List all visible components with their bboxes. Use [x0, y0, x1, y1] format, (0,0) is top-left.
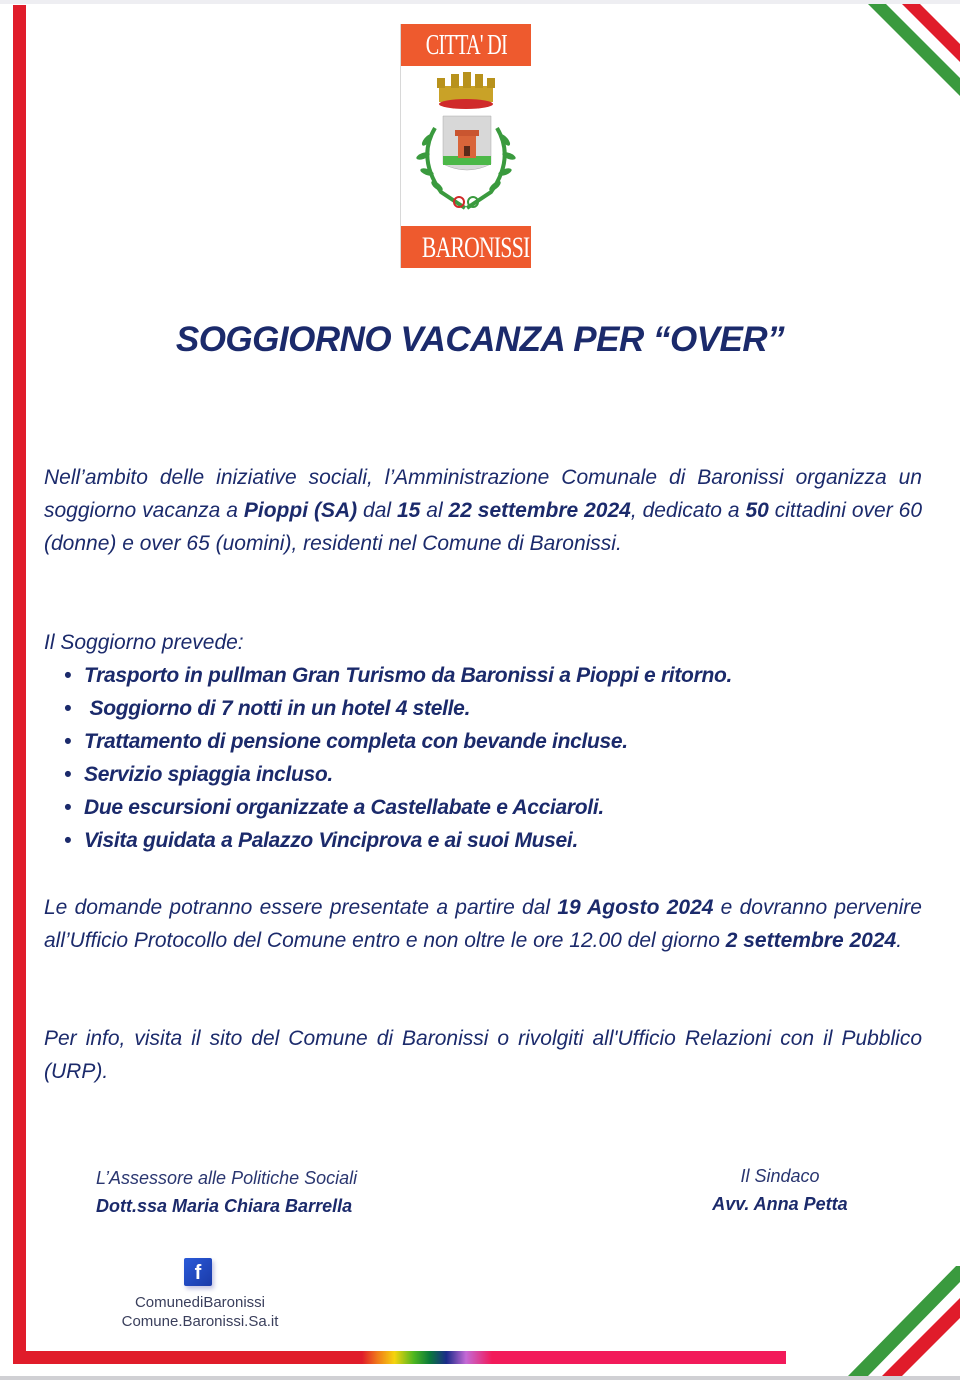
intro-text-3: al: [420, 499, 449, 522]
pink-stripe: [492, 1351, 786, 1364]
intro-text-1: Nell’ambito delle iniziative sociali, l’Amministrazione Comunale di Baronissi organizza un soggiorno vacanza a: [44, 466, 922, 522]
crest-bottom-band: [401, 226, 531, 268]
list-item: [64, 758, 732, 791]
facebook-icon[interactable]: f: [184, 1258, 212, 1286]
bullet: •: [64, 796, 72, 819]
crest-bottom-text: BARONISSI: [421, 231, 530, 264]
bullet: •: [64, 763, 72, 786]
facebook-page-link[interactable]: ComunediBaronissi: [134, 1294, 266, 1311]
list-item: [64, 791, 732, 824]
info-paragraph: Per info, visita il sito del Comune di Baronissi o rivolgiti all'Ufficio Relazioni con il Pubblico (URP).: [44, 1027, 922, 1083]
coat-of-arms-icon: [401, 68, 531, 224]
signature-role: Il Sindaco: [740, 1166, 820, 1186]
provides-label: Il Soggiorno prevede:: [44, 631, 244, 654]
signature-sindaco: [680, 1162, 880, 1218]
rainbow-stripe: [362, 1351, 492, 1364]
intro-text-5: cittadini over 60 (donne) e over 65 (uomini), residenti nel Comune di Baronissi.: [44, 499, 923, 555]
top-edge: [0, 0, 960, 4]
list-item: [64, 659, 732, 692]
applications-text-3: .: [896, 929, 903, 952]
bottom-edge: [0, 1376, 960, 1380]
list-item-text: Visita guidata a Palazzo Vinciprova e ai suoi Musei.: [84, 829, 578, 852]
applications-start-date: 19 Agosto 2024: [557, 896, 714, 919]
bullet: •: [64, 730, 72, 753]
intro-from-day: 15: [396, 499, 421, 522]
crest-top-band: [401, 24, 531, 66]
provides-list: [64, 659, 732, 857]
website-link[interactable]: Comune.Baronissi.Sa.it: [121, 1313, 279, 1330]
list-item: [64, 725, 732, 758]
intro-text-2: dal: [357, 499, 397, 522]
list-item: [64, 824, 732, 857]
bottom-red-border: [13, 1351, 368, 1364]
applications-end-date: 2 settembre 2024: [725, 929, 897, 952]
intro-place: Pioppi (SA): [243, 499, 358, 522]
left-red-border: [13, 5, 26, 1364]
applications-text-1: Le domande potranno essere presentate a partire dal: [44, 896, 558, 919]
signature-assessore: [96, 1164, 416, 1220]
intro-paragraph: [44, 461, 922, 560]
bullet: •: [64, 829, 72, 852]
intro-to-date: 22 settembre 2024: [448, 499, 631, 522]
list-item-text: Soggiorno di 7 notti in un hotel 4 stelle.: [84, 697, 471, 720]
bullet: •: [64, 697, 72, 720]
italian-flag-stripes-bottom-right: [830, 1266, 960, 1376]
intro-text-4: , dedicato a: [630, 499, 746, 522]
applications-text-2: e dovranno pervenire all’Ufficio Protocollo del Comune entro e non oltre le ore 12.00 del giorno: [44, 896, 922, 952]
bullet: •: [64, 664, 72, 687]
applications-paragraph: [44, 891, 922, 957]
social-links: [100, 1293, 300, 1331]
italian-flag-stripes-top-right: [830, 4, 960, 114]
list-item: [64, 692, 732, 725]
crest-top-text: CITTA' DI: [425, 30, 507, 61]
city-crest-logo: [400, 24, 531, 268]
list-item-text: Trasporto in pullman Gran Turismo da Baronissi a Pioppi e ritorno.: [84, 664, 733, 687]
signature-name: Avv. Anna Petta: [712, 1194, 848, 1214]
list-item-text: Trattamento di pensione completa con bevande incluse.: [84, 730, 628, 753]
page-title: SOGGIORNO VACANZA PER “OVER”: [175, 320, 785, 359]
intro-count: 50: [745, 499, 769, 522]
signature-name: Dott.ssa Maria Chiara Barrella: [96, 1196, 353, 1216]
list-item-text: Due escursioni organizzate a Castellabate e Acciaroli.: [84, 796, 604, 819]
signature-role: L’Assessore alle Politiche Sociali: [96, 1168, 358, 1188]
list-item-text: Servizio spiaggia incluso.: [84, 763, 333, 786]
